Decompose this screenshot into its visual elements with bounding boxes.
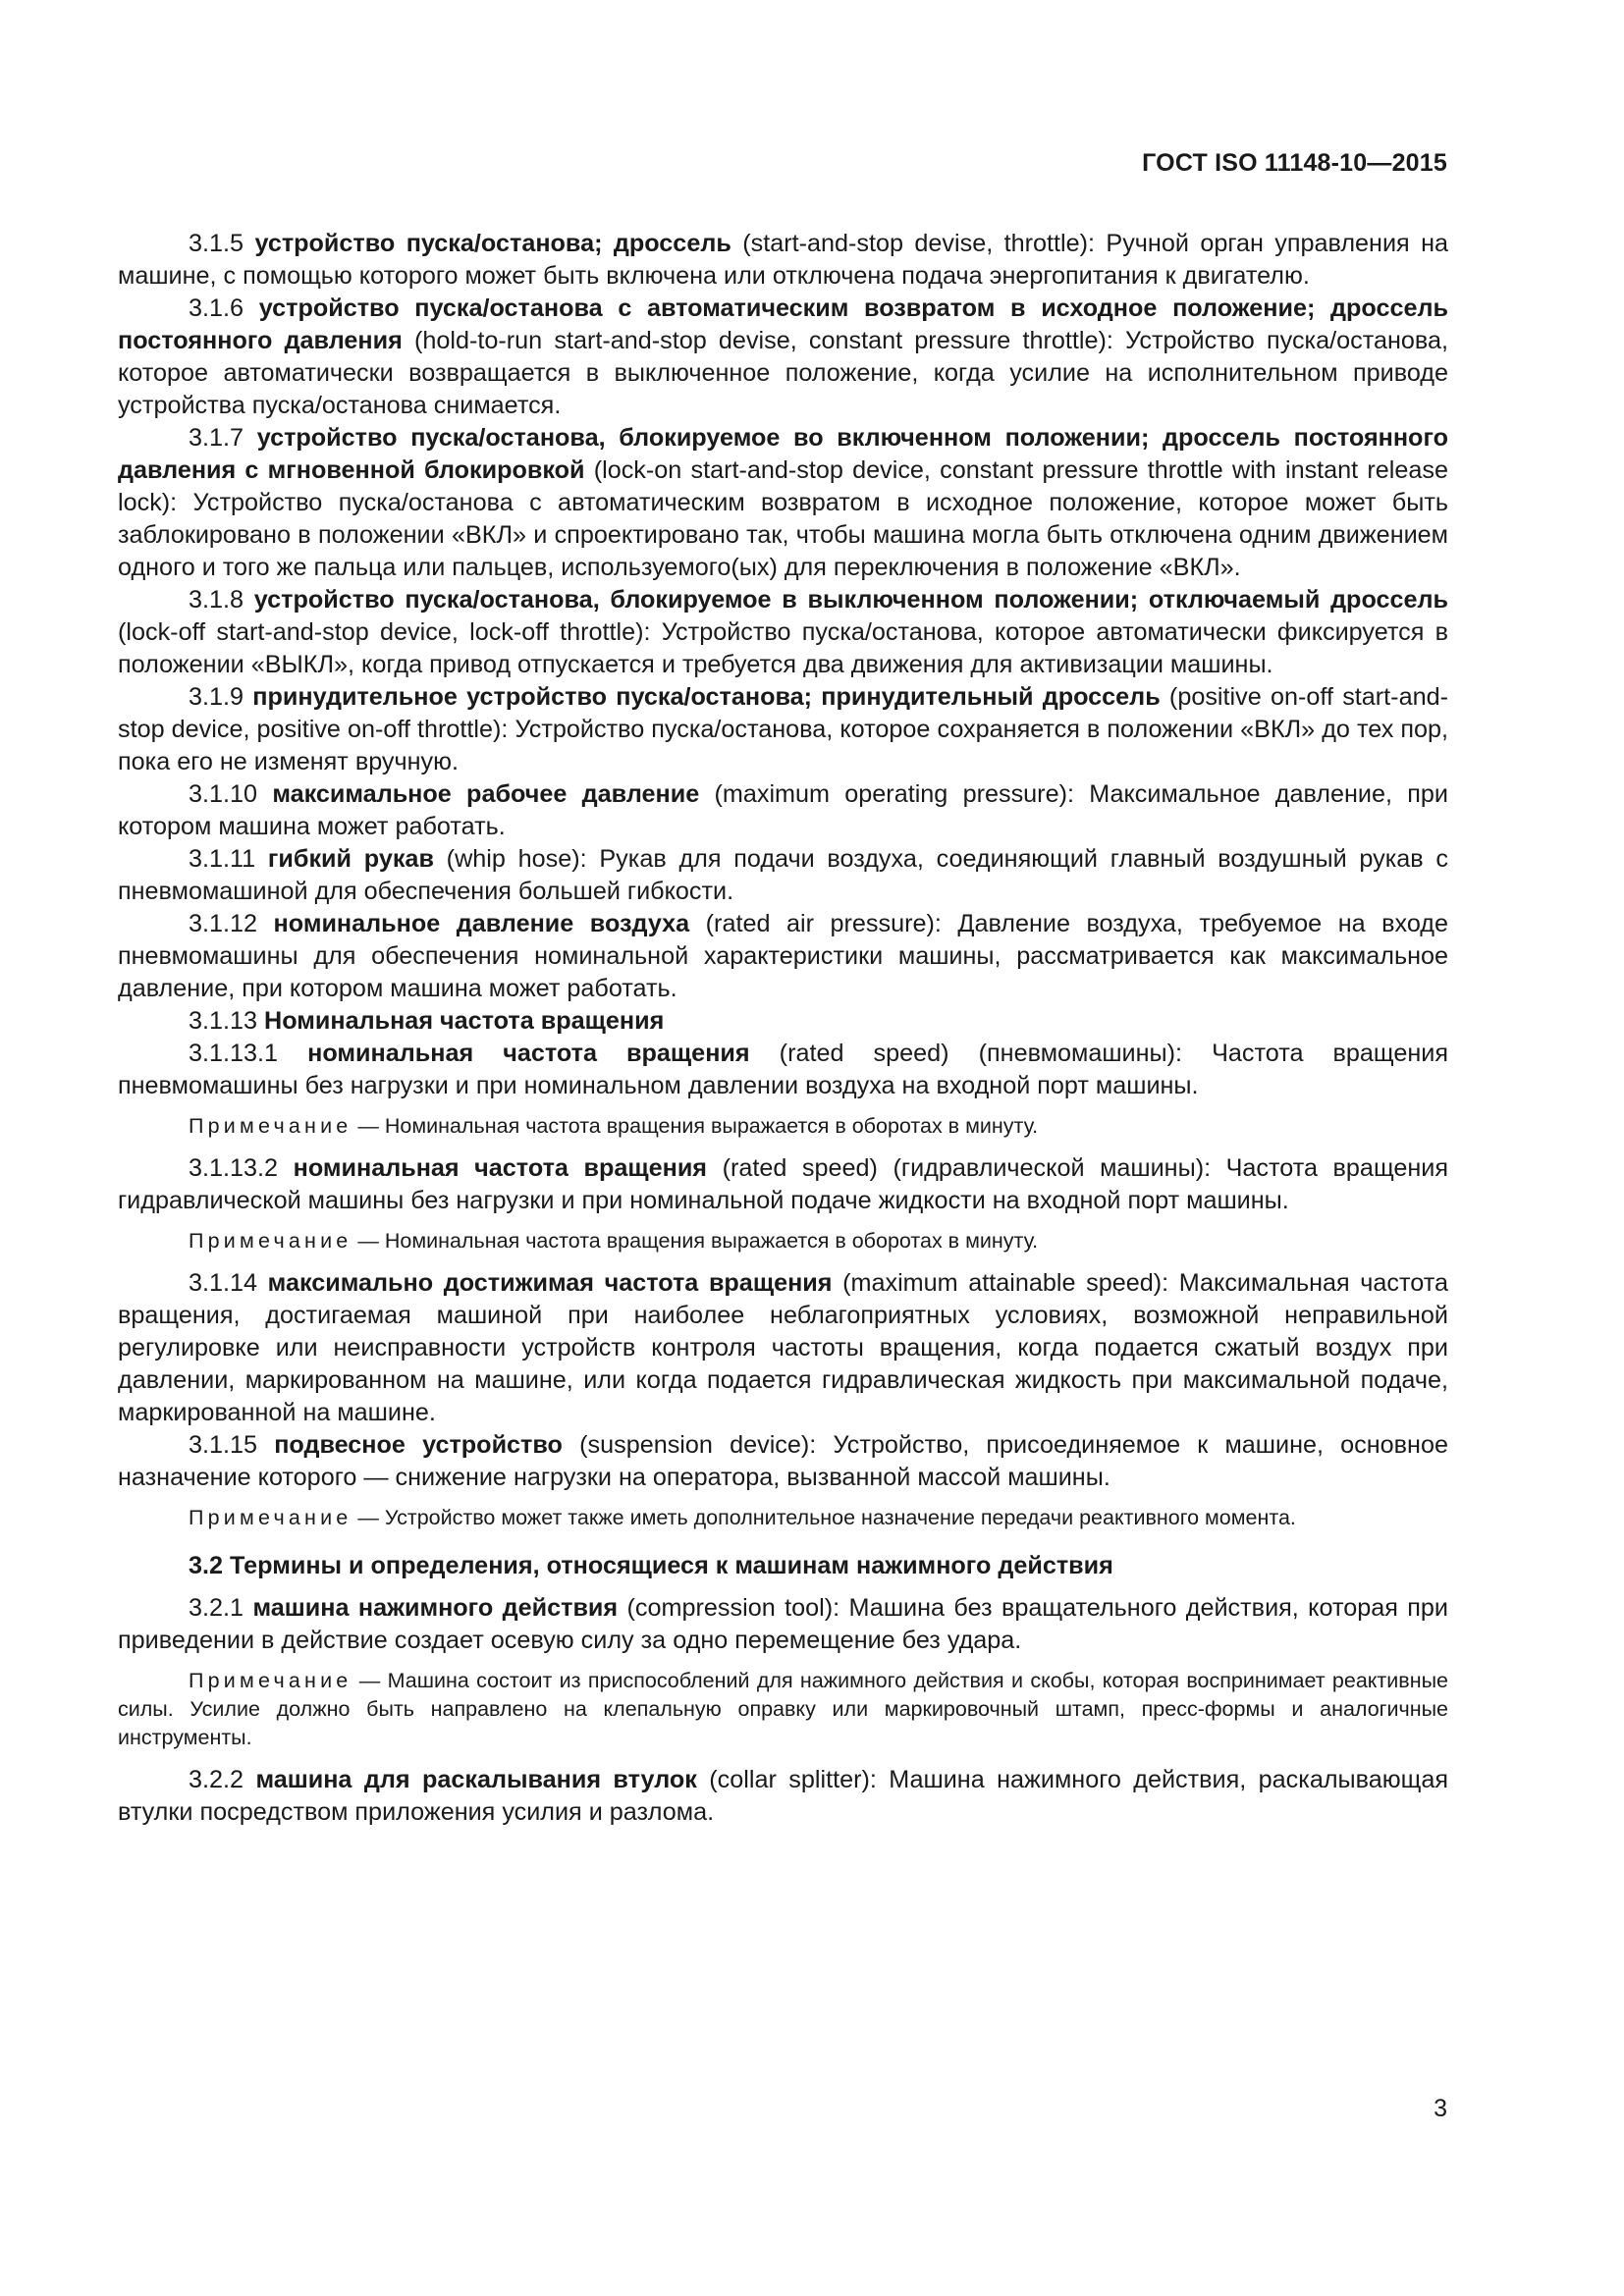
paragraph-3-1-13-2	[118, 1152, 1448, 1217]
note-label: Примечание	[189, 1229, 352, 1253]
definition: (lock-off start-and-stop device, lock-off throttle): Устройство пуска/останова, которое автоматически фиксируется в положении «ВЫКЛ», когда привод отпускается и требуется два движения для активизации машины.	[118, 618, 1448, 678]
clause-number: 3.1.6	[189, 294, 244, 322]
definition: (collar splitter): Машина нажимного действия, раскалывающая втулки посредством приложения усилия и разлома.	[118, 1766, 1449, 1826]
note-text: — Машина состоит из приспособлений для нажимного действия и скобы, которая воспринимает реактивные силы. Усилие должно быть направлено на клепальную оправку или маркировочный штамп, пресс-формы и аналогичные инструменты.	[118, 1669, 1448, 1749]
term: машина нажимного действия	[252, 1594, 619, 1622]
term: Номинальная частота вращения	[264, 1007, 665, 1035]
page-number: 3	[1434, 2095, 1447, 2122]
paragraph-3-1-13-1	[118, 1038, 1448, 1102]
clause-number: 3.1.10	[189, 780, 258, 808]
paragraph-3-2-2	[118, 1764, 1448, 1829]
paragraph-3-1-11	[118, 843, 1448, 908]
paragraph-3-1-12	[118, 908, 1448, 1005]
clause-number: 3.1.13.2	[189, 1154, 279, 1182]
term: максимально достижимая частота вращения	[267, 1269, 833, 1297]
note-text: — Номинальная частота вращения выражается в оборотах в минуту.	[352, 1229, 1039, 1253]
paragraph-3-1-9	[118, 681, 1448, 778]
paragraph-3-1-7	[118, 422, 1448, 584]
clause-number: 3.2.2	[189, 1766, 244, 1793]
definition: (positive on-off start-and-stop device, positive on-off throttle): Устройство пуска/останова, которое сохраняется в положении «ВКЛ» до тех пор, пока его не изменят вручную.	[118, 683, 1448, 775]
clause-number: 3.1.8	[189, 586, 244, 614]
paragraph-3-1-15	[118, 1429, 1448, 1494]
definition: (maximum attainable speed): Максимальная частота вращения, достигаемая машиной при наиболее неблагоприятных условиях, возможной неправильной регулировке или неисправности устройств контроля частоты вращения, когда подается сжатый воздух при давлении, маркированном на машине, или когда подается гидравлическая жидкость при максимальной подаче, маркированной на машине.	[118, 1269, 1448, 1426]
term: гибкий рукав	[267, 845, 434, 873]
term: максимальное рабочее давление	[272, 780, 700, 808]
term: подвесное устройство	[274, 1431, 563, 1459]
term: машина для раскалывания втулок	[255, 1766, 697, 1793]
note-2	[118, 1227, 1448, 1255]
note-text: — Устройство может также иметь дополнительное назначение передачи реактивного момента.	[352, 1506, 1296, 1529]
paragraph-3-1-8	[118, 584, 1448, 681]
paragraph-3-2-1	[118, 1592, 1448, 1657]
term: устройство пуска/останова; дроссель	[254, 230, 731, 257]
note-label: Примечание	[189, 1506, 352, 1529]
clause-number: 3.1.14	[189, 1269, 258, 1297]
paragraph-3-1-10	[118, 778, 1448, 843]
definition: (start-and-stop devise, throttle): Ручной орган управления на машине, с помощью которого может быть включена или отключена подача энергопитания к двигателю.	[118, 230, 1448, 290]
clause-number: 3.1.11	[189, 845, 256, 873]
term: принудительное устройство пуска/останова; принудительный дроссель	[252, 683, 1161, 711]
definition: (compression tool): Машина без вращательного действия, которая при приведении в действие создает осевую силу за одно перемещение без удара.	[118, 1594, 1448, 1654]
definition: (hold-to-run start-and-stop devise, constant pressure throttle): Устройство пуска/останова, которое автоматически возвращается в выключенное положение, когда усилие на исполнительном приводе устройства пуска/останова снимается.	[118, 327, 1449, 419]
paragraph-3-1-6	[118, 293, 1448, 422]
term: номинальное давление воздуха	[273, 910, 690, 937]
definition: (maximum operating pressure): Максимальное давление, при котором машина может работать.	[118, 780, 1448, 840]
term: устройство пуска/останова, блокируемое во включенном положении; дроссель постоянного давления с мгновенной блокировкой	[118, 424, 1448, 484]
note-text: — Номинальная частота вращения выражается в оборотах в минуту.	[352, 1114, 1039, 1138]
clause-number: 3.1.15	[189, 1431, 258, 1459]
paragraph-3-1-13	[118, 1005, 1448, 1038]
section-heading-3-2: 3.2 Термины и определения, относящиеся к машинам нажимного действия	[189, 1552, 1113, 1579]
definition: (rated air pressure): Давление воздуха, требуемое на входе пневмомашины для обеспечения номинальной характеристики машины, рассматривается как максимальное давление, при котором машина может работать.	[118, 910, 1448, 1002]
clause-number: 3.1.5	[189, 230, 244, 257]
clause-number: 3.1.12	[189, 910, 258, 937]
term: устройство пуска/останова, блокируемое в выключенном положении; отключаемый дроссель	[253, 586, 1449, 614]
note-4	[118, 1667, 1448, 1752]
note-label: Примечание	[189, 1669, 352, 1692]
definition: (whip hose): Рукав для подачи воздуха, соединяющий главный воздушный рукав с пневмомашиной для обеспечения большей гибкости.	[118, 845, 1449, 905]
note-1	[118, 1112, 1448, 1141]
definition: (rated speed) (гидравлической машины): Частота вращения гидравлической машины без нагрузки и при номинальной подаче жидкости на входной порт машины.	[118, 1154, 1449, 1214]
document-header: ГОСТ ISO 11148-10—2015	[1142, 149, 1447, 177]
clause-number: 3.1.13	[189, 1007, 258, 1035]
clause-number: 3.1.13.1	[189, 1040, 279, 1067]
clause-number: 3.1.7	[189, 424, 244, 452]
term: номинальная частота вращения	[293, 1154, 708, 1182]
document-body	[118, 228, 1448, 1829]
definition: (suspension device): Устройство, присоединяемое к машине, основное назначение которого — снижение нагрузки на оператора, вызванной массой машины.	[118, 1431, 1448, 1491]
paragraph-3-1-14	[118, 1267, 1448, 1429]
note-label: Примечание	[189, 1114, 352, 1138]
paragraph-3-1-5	[118, 228, 1448, 293]
term: номинальная частота вращения	[307, 1040, 750, 1067]
definition: (rated speed) (пневмомашины): Частота вращения пневмомашины без нагрузки и при номинальном давлении воздуха на входной порт машины.	[118, 1040, 1449, 1099]
clause-number: 3.1.9	[189, 683, 244, 711]
term: устройство пуска/останова с автоматическим возвратом в исходное положение; дроссель постоянного давления	[118, 294, 1448, 354]
note-3	[118, 1504, 1448, 1532]
clause-number: 3.2.1	[189, 1594, 244, 1622]
definition: (lock-on start-and-stop device, constant pressure throttle with instant release lock): Устройство пуска/останова с автоматическим возвратом в исходное положение, которое может быть заблокировано в положении «ВКЛ» и спроектировано так, чтобы машина могла быть отключена одним движением одного и того же пальца или пальцев, используемого(ых) для переключения в положение «ВКЛ».	[118, 456, 1448, 581]
